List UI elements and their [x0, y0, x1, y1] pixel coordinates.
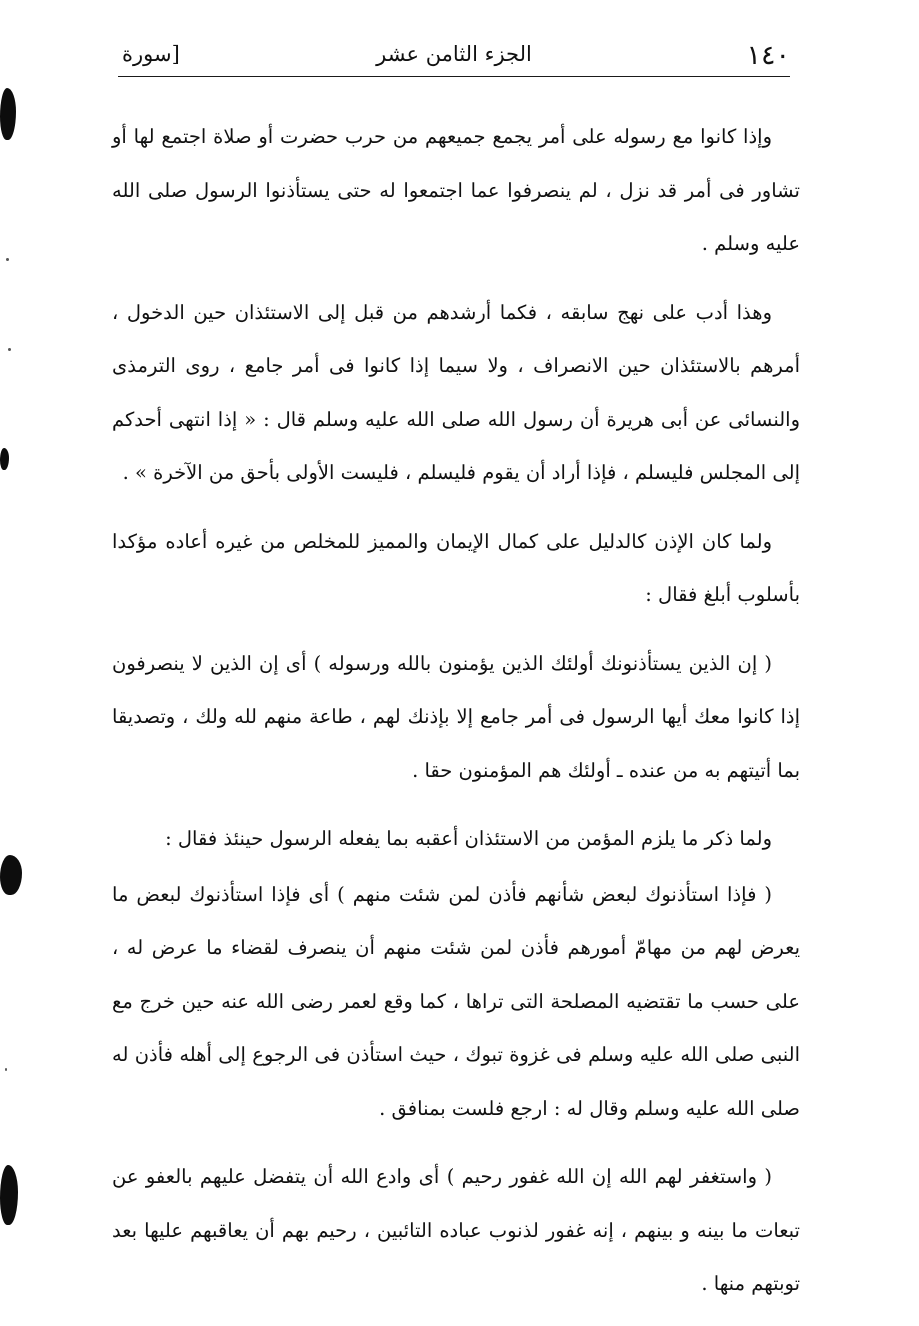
page-number: ١٤٠ [746, 40, 790, 71]
body-text [112, 110, 800, 1326]
paragraph-4: ( إن الذين يستأذنونك أولئك الذين يؤمنون بالله ورسوله ) أى إن الذين لا ينصرفون إذا كانوا معك أيها الرسول فى أمر جامع إلا بإذنك لهم ، طاعة منهم لله ولك ، وتصديقا بما أتيتهم به من عنده ـ أولئك هم المؤمنون حقا . [112, 651, 800, 782]
paragraph-2: وهذا أدب على نهج سابقه ، فكما أرشدهم من قبل إلى الاستئذان حين الدخول ، أمرهم بالاستئذان حين الانصراف ، ولا سيما إذا كانوا فى أمر جامع ، روى الترمذى والنسائى عن أبى هريرة أن رسول الله صلى الله عليه وسلم قال : « إذا انتهى أحدكم إلى المجلس فليسلم ، فإذا أراد أن يقوم فليسلم ، فليست الأولى بأحق من الآخرة » . [112, 300, 800, 484]
surah-label: [سورة [122, 42, 180, 66]
scan-speck-1 [6, 258, 9, 261]
running-title: الجزء الثامن عشر [376, 42, 532, 66]
paragraph-1: وإذا كانوا مع رسوله على أمر يجمع جميعهم من حرب حضرت أو صلاة اجتمع لها أو تشاور فى أمر قد نزل ، لم ينصرفوا عما اجتمعوا له حتى يستأذنوا الرسول صلى الله عليه وسلم . [112, 125, 800, 255]
paragraph-5: ولما ذكر ما يلزم المؤمن من الاستئذان أعقبه بما يفعله الرسول حينئذ فقال : [165, 827, 772, 850]
page-header [118, 38, 790, 78]
scan-blot-upper-mid [0, 448, 9, 470]
scan-blot-top [0, 88, 16, 140]
paragraph-3: ولما كان الإذن كالدليل على كمال الإيمان والمميز للمخلص من غيره أعاده مؤكدا بأسلوب أبلغ فقال : [112, 529, 800, 606]
paragraph-7: ( واستغفر لهم الله إن الله غفور رحيم ) أى وادع الله أن يتفضل عليهم بالعفو عن تبعات ما بينه و بينهم ، إنه غفور لذنوب عباده التائبين ، رحيم بهم أن يعاقبهم عليها بعد توبتهم منها . [112, 1165, 800, 1295]
scan-blot-middle [0, 855, 22, 895]
paragraph-6: ( فإذا استأذنوك لبعض شأنهم فأذن لمن شئت منهم ) أى فإذا استأذنوك لبعض ما يعرض لهم من مهامّ أمورهم فأذن لمن شئت منهم أن ينصرف لقضاء ما عرض له ، على حسب ما تقتضيه المصلحة التى تراها ، كما وقع لعمر رضى الله عنه حين خرج مع النبى صلى الله عليه وسلم فى غزوة تبوك ، حيث استأذن فى الرجوع إلى أهله فأذن له صلى الله عليه وسلم وقال له : ارجع فلست بمنافق . [112, 882, 800, 1120]
scan-speck-2 [8, 348, 11, 351]
scan-speck-3 [5, 1068, 7, 1071]
header-rule [118, 76, 790, 77]
scan-blot-bottom [0, 1165, 18, 1225]
